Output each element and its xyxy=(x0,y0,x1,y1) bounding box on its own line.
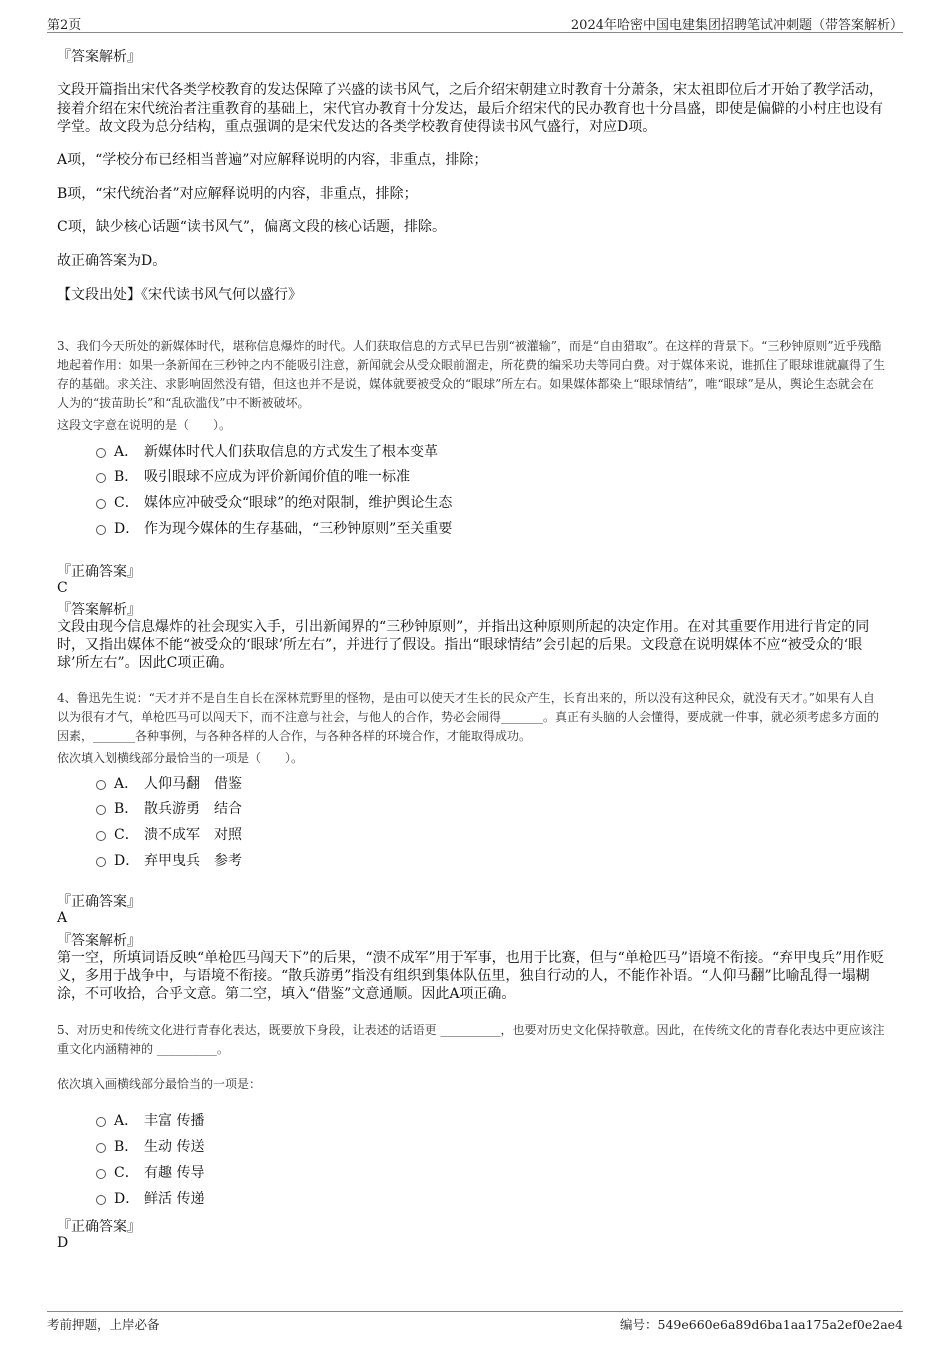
q4-option-b[interactable]: B． 散兵游勇 结合 xyxy=(96,798,242,818)
page-header xyxy=(47,12,903,33)
radio-button-icon[interactable] xyxy=(96,499,106,509)
q4-answer-label: 『正确答案』 xyxy=(57,894,141,910)
q4-analysis-label: 『答案解析』 xyxy=(57,933,141,949)
q4-option-d[interactable]: D． 弃甲曳兵 参考 xyxy=(96,850,242,870)
q3-option-c[interactable]: C． 媒体应冲破受众“眼球”的绝对限制，维护舆论生态 xyxy=(96,492,452,512)
q2-note-a: A项，“学校分布已经相当普遍”对应解释说明的内容，非重点，排除； xyxy=(57,152,488,168)
footer-slogan: 考前押题，上岸必备 xyxy=(47,1317,160,1332)
footer-serial: 编号：549e660e6a89d6ba1aa175a2ef0e2ae4 xyxy=(620,1317,903,1332)
radio-button-icon[interactable] xyxy=(96,473,106,483)
document-title: 2024年哈密中国电建集团招聘笔试冲刺题（带答案解析） xyxy=(570,18,903,33)
radio-button-icon[interactable] xyxy=(96,805,106,815)
q2-note-b: B项，“宋代统治者”对应解释说明的内容，非重点，排除； xyxy=(57,186,418,202)
q3-analysis: 文段由现今信息爆炸的社会现实入手，引出新闻界的“三秒钟原则”，并指出这种原则所起的决定作用。在对其重要作用进行肯定的同时，又指出媒体不能“被受众的‘眼球’所左右”，并进行了假设。指出“眼球情结”会引起的后果。文段意在说明媒体不应“被受众的‘眼球’所左右”。因此C项正确。 xyxy=(57,619,870,671)
radio-button-icon[interactable] xyxy=(96,1117,106,1127)
q4-stem: 4、鲁迅先生说：“天才并不是自生自长在深林荒野里的怪物，是由可以使天才生长的民众产生，长育出来的，所以没有这种民众，就没有天才。”如果有人自以为很有才气，单枪匹马可以闯天下，而不注意与社会，与他人的合作，势必会闹得_______。真正有头脑的人会懂得，要成就一件事，就必须考虑多方面的因素，_______各种事例，与各种各样的人合作，与各种各样的环境合作，才能取得成功。 xyxy=(57,691,880,743)
page-number: 第2页 xyxy=(47,18,82,33)
q2-source: 【文段出处】《宋代读书风气何以盛行》 xyxy=(57,287,302,303)
q5-question: 依次填入画横线部分最恰当的一项是： xyxy=(57,1077,262,1091)
radio-button-icon[interactable] xyxy=(96,448,106,458)
q3-answer: C xyxy=(57,580,68,596)
q3-analysis-label: 『答案解析』 xyxy=(57,602,141,618)
page-footer xyxy=(47,1311,903,1336)
q5-option-c[interactable]: C． 有趣 传导 xyxy=(96,1162,204,1182)
radio-button-icon[interactable] xyxy=(96,525,106,535)
radio-button-icon[interactable] xyxy=(96,831,106,841)
q4-answer: A xyxy=(57,910,68,926)
q5-answer: D xyxy=(57,1235,69,1251)
q5-stem: 5、对历史和传统文化进行青春化表达，既要放下身段，让表述的话语更 __________，也要对历史文化保持敬意。因此，在传统文化的青春化表达中更应该注重文化内涵精神的 __________。 xyxy=(57,1023,885,1056)
q4-option-a[interactable]: A． 人仰马翻 借鉴 xyxy=(96,773,242,793)
q3-option-a[interactable]: A． 新媒体时代人们获取信息的方式发生了根本变革 xyxy=(96,441,438,461)
q5-option-a[interactable]: A． 丰富 传播 xyxy=(96,1110,204,1130)
q5-option-d[interactable]: D． 鲜活 传递 xyxy=(96,1188,204,1208)
q3-option-b[interactable]: B． 吸引眼球不应成为评价新闻价值的唯一标准 xyxy=(96,466,410,486)
q2-analysis-text: 文段开篇指出宋代各类学校教育的发达保障了兴盛的读书风气，之后介绍宋朝建立时教育十分萧条，宋太祖即位后才开始了教学活动，接着介绍在宋代统治者注重教育的基础上，宋代官办教育十分发达，最后介绍宋代的民办教育也十分昌盛，即使是偏僻的小村庄也设有学堂。故文段为总分结构，重点强调的是宋代发达的各类学校教育使得读书风气盛行，对应D项。 xyxy=(57,82,883,135)
q3-stem: 3、我们今天所处的新媒体时代，堪称信息爆炸的时代。人们获取信息的方式早已告别“被灌输”，而是“自由猎取”。在这样的背景下。“三秒钟原则”近乎残酷地起着作用：如果一条新闻在三秒钟之内不能吸引注意，新闻就会从受众眼前溜走，所花费的编采功夫等同白费。对于媒体来说，谁抓住了眼球谁就赢得了生存的基础。求关注、求影响固然没有错，但这也并不是说，媒体就要被受众的“眼球”所左右。如果媒体都染上“眼球情结”，唯“眼球”是从，舆论生态就会在人为的“拔苗助长”和“乱砍滥伐”中不断被破坏。 xyxy=(57,339,886,410)
q4-option-c[interactable]: C． 溃不成军 对照 xyxy=(96,824,242,844)
q4-analysis: 第一空，所填词语反映“单枪匹马闯天下”的后果，“溃不成军”用于军事，也用于比赛，但与“单枪匹马”语境不衔接。“弃甲曳兵”用作贬义，多用于战争中，与语境不衔接。“散兵游勇”指没有组织到集体队伍里，独自行动的人，不能作补语。“人仰马翻”比喻乱得一塌糊涂，不可收拾，合乎文意。第二空，填入“借鉴”文意通顺。因此A项正确。 xyxy=(57,950,885,1002)
radio-button-icon[interactable] xyxy=(96,1169,106,1179)
q2-note-c: C项，缺少核心话题“读书风气”，偏离文段的核心话题，排除。 xyxy=(57,219,447,235)
q5-option-b[interactable]: B． 生动 传送 xyxy=(96,1136,204,1156)
radio-button-icon[interactable] xyxy=(96,857,106,867)
q3-answer-label: 『正确答案』 xyxy=(57,564,141,580)
q3-question: 这段文字意在说明的是（ ）。 xyxy=(57,418,232,432)
radio-button-icon[interactable] xyxy=(96,780,106,790)
q5-answer-label: 『正确答案』 xyxy=(57,1219,141,1235)
radio-button-icon[interactable] xyxy=(96,1143,106,1153)
radio-button-icon[interactable] xyxy=(96,1195,106,1205)
q2-conclusion: 故正确答案为D。 xyxy=(57,253,167,269)
q2-analysis-label: 『答案解析』 xyxy=(57,49,141,65)
q4-question: 依次填入划横线部分最恰当的一项是（ ）。 xyxy=(57,751,304,765)
q3-option-d[interactable]: D． 作为现今媒体的生存基础，“三秒钟原则”至关重要 xyxy=(96,518,452,538)
